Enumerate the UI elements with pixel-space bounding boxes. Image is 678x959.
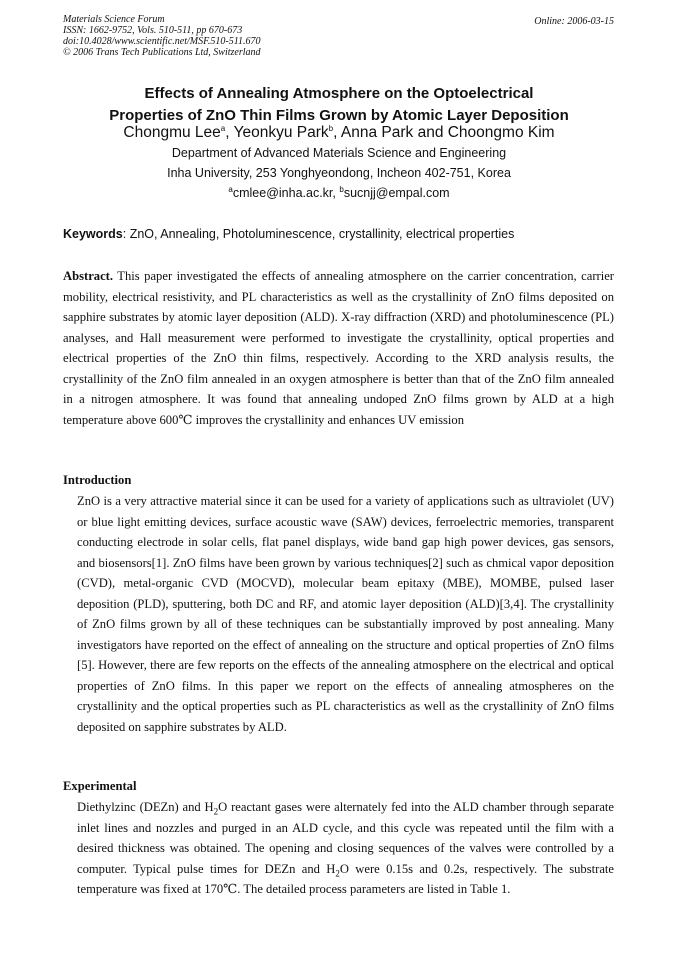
department: Department of Advanced Materials Science and Engineering xyxy=(171,146,507,160)
author-1: Chongmu Lee xyxy=(123,124,221,141)
title-line-1: Effects of Annealing Atmosphere on the Optoelectrical xyxy=(144,85,534,102)
email-a[interactable]: cmlee@inha.ac.kr, xyxy=(232,186,336,200)
university-address: Inha University, 253 Yonghyeondong, Incheon 402-751, Korea xyxy=(167,166,511,180)
abstract-text: This paper investigated the effects of annealing atmosphere on the carrier concentration, carrier mobility, electrical resistivity, and PL characteristics as well as the crystallinity of ZnO films deposited on sapphire substrates by atomic layer deposition (ALD). X-ray diffraction (XRD) and photoluminescence (PL) analyses, and Hall measurement were performed to investigate the crystallinity, optical properties and electrical properties of the ZnO thin films, respectively. According to the XRD analysis results, the crystallinity of the ZnO film annealed in an oxygen atmosphere is better than that of the ZnO film annealed in a nitrogen atmosphere. It was found that annealing undoped ZnO films grown by ALD at a high temperature above 600℃ improves the crystallinity and enhances UV emission xyxy=(63,269,614,427)
doi-line[interactable]: doi:10.4028/www.scientific.net/MSF.510-511.670 xyxy=(63,36,261,47)
experimental-part-2: O reactant gases were alternately fed into the ALD chamber through separate inlet lines and nozzles and purged in an ALD cycle, and this cycle was repeated until the film with a desired thickness was obtained. The opening and closing sequences of the valves were controlled by a computer. Typical pulse times for DEZn and H xyxy=(77,800,614,876)
keywords-text: : ZnO, Annealing, Photoluminescence, crystallinity, electrical properties xyxy=(122,227,515,241)
introduction-text: ZnO is a very attractive material since it can be used for a variety of applications such as ultraviolet (UV) or blue light emitting devices, surface acoustic wave (SAW) devices, ferroelectric memories, transparent conducting electrode in solar cells, flat panel displays, wide band gap high power devices, gas sensors, and biosensors[1]. ZnO films have been grown by various techniques[2] such as chmical vapor deposition (CVD), metal-organic CVD (MOCVD), molecular beam epitaxy (MBE), MOMBE, pulsed laser deposition (PLD), sputtering, both DC and RF, and atomic layer deposition (ALD)[3,4]. The crystallinity of ZnO films grown by all of these techniques can be substantially improved by post annealing. Many investigators have reported on the effect of annealing on the structure and optical properties of ZnO films [5]. However, there are few reports on the effects of the annealing atmosphere on the electrical and optical properties of ZnO films. In this paper we report on the effects of annealing atmospheres on the crystallinity and the optical properties such as PL characteristics as well as the crystallinity of ZnO films deposited on sapphire substrates by ALD. xyxy=(77,494,614,734)
email-b[interactable]: sucnjj@empal.com xyxy=(343,186,450,200)
author-1-marker: a xyxy=(220,123,226,133)
h2o-subscript-1: 2 xyxy=(213,806,219,817)
introduction-heading: Introduction xyxy=(63,473,132,487)
emails xyxy=(0,183,678,203)
journal-header xyxy=(63,14,261,58)
author-2: Yeonkyu Park xyxy=(233,124,329,141)
affiliation xyxy=(0,143,678,203)
issn-line: ISSN: 1662-9752, Vols. 510-511, pp 670-673 xyxy=(63,25,243,36)
journal-name: Materials Science Forum xyxy=(63,14,165,25)
experimental-text xyxy=(63,797,614,900)
author-2-marker: b xyxy=(328,123,334,133)
other-authors: Anna Park and Choongmo Kim xyxy=(340,124,555,141)
title-line-2: Properties of ZnO Thin Films Grown by Atomic Layer Deposition xyxy=(109,107,569,124)
online-date: Online: 2006-03-15 xyxy=(534,16,614,27)
author-list: Chongmu Lee$^a$, Yeonkyu Park$^b$, Anna Park and Choongmo Kim xyxy=(123,123,555,141)
email-a-marker: a xyxy=(228,184,233,194)
experimental-heading: Experimental xyxy=(63,779,137,793)
h2o-subscript-2: 2 xyxy=(335,868,340,879)
keywords xyxy=(63,227,514,241)
copyright-line: © 2006 Trans Tech Publications Ltd, Switzerland xyxy=(63,47,261,58)
paper-title xyxy=(0,83,678,127)
experimental-part-3: O were 0.15s and 0.2s, respectively. The substrate temperature was fixed at 170℃. The detailed process parameters are listed in Table 1. xyxy=(77,861,615,896)
keywords-label: Keywords xyxy=(63,227,123,241)
email-b-marker: b xyxy=(339,184,344,194)
abstract xyxy=(63,266,614,430)
experimental-part-1: Diethylzinc (DEZn) and H xyxy=(77,800,214,814)
abstract-label: Abstract. xyxy=(63,269,114,283)
